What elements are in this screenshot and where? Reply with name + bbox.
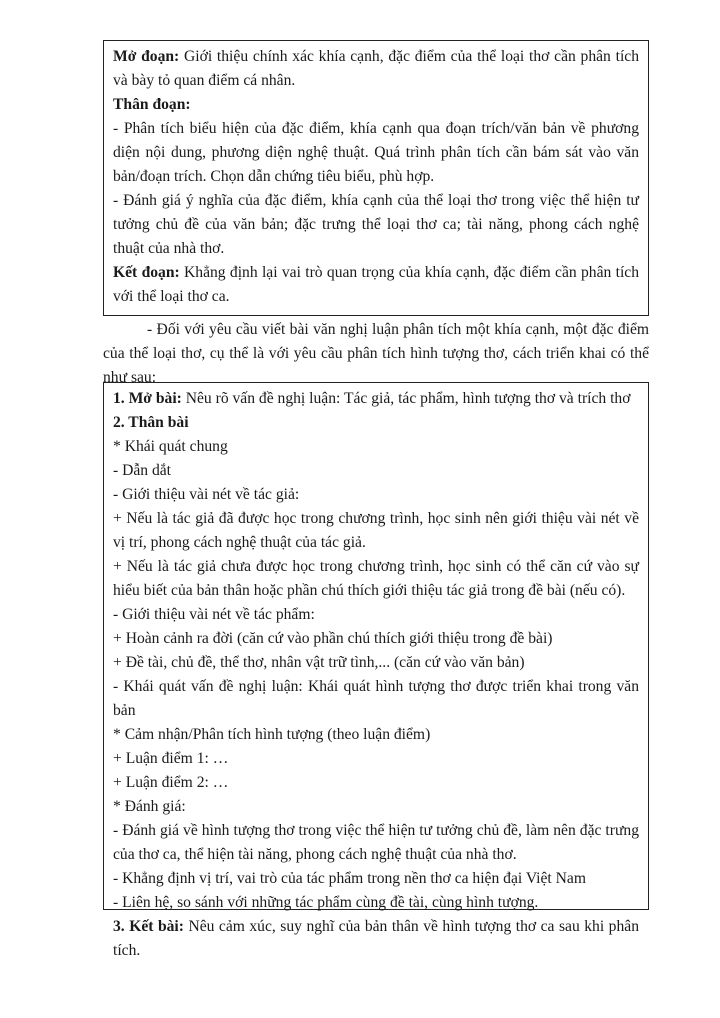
outline-line: - Liên hệ, so sánh với những tác phẩm cùng đề tài, cùng hình tượng. [113,894,539,911]
outline-line: - Khái quát vấn đề nghị luận: Khái quát hình tượng thơ được triển khai trong văn bản [113,678,639,719]
outline-line: + Luận điểm 2: … [113,774,229,791]
ket-bai-paragraph [113,915,639,963]
outline-line: - Đánh giá về hình tượng thơ trong việc thể hiện tư tưởng chủ đề, làm nên đặc trưng của thơ ca, thể hiện tài năng, phong cách nghệ thuật của nhà thơ. [113,822,639,863]
mo-doan-label: Mở đoạn: [113,48,180,65]
mo-bai-label: 1. Mở bài: [113,390,182,407]
outline-line: * Cảm nhận/Phân tích hình tượng (theo luận điểm) [113,726,431,743]
paragraph-outline-box [103,40,649,316]
than-bai-label: 2. Thân bài [113,414,189,431]
ket-doan-text: Khẳng định lại vai trò quan trọng của khía cạnh, đặc điểm cần phân tích với thể loại thơ ca. [113,264,639,305]
middle-paragraph: - Đối với yêu cầu viết bài văn nghị luận phân tích một khía cạnh, một đặc điểm của thể loại thơ, cụ thể là với yêu cầu phân tích hình tượng thơ, cách triển khai có thể như sau: [103,321,649,386]
outline-line: + Hoàn cảnh ra đời (căn cứ vào phần chú thích giới thiệu trong đề bài) [113,630,553,647]
outline-line: + Đề tài, chủ đề, thể thơ, nhân vật trữ tình,... (căn cứ vào văn bản) [113,654,525,671]
outline-line: - Giới thiệu vài nét về tác giả: [113,486,300,503]
than-doan-label: Thân đoạn: [113,96,191,113]
outline-line: + Nếu là tác giả đã được học trong chương trình, học sinh nên giới thiệu vài nét về vị trí, phong cách nghệ thuật của tác giả. [113,510,639,551]
ket-bai-text: Nêu cảm xúc, suy nghĩ của bản thân về hình tượng thơ ca sau khi phân tích. [113,918,639,959]
mo-doan-text: Giới thiệu chính xác khía cạnh, đặc điểm của thể loại thơ cần phân tích và bày tỏ quan điểm cá nhân. [113,48,639,89]
outline-line: - Khẳng định vị trí, vai trò của tác phẩm trong nền thơ ca hiện đại Việt Nam [113,870,586,887]
outline-line: + Luận điểm 1: … [113,750,229,767]
middle-paragraph-block [103,318,649,390]
mo-bai-paragraph [113,387,639,411]
ket-doan-label: Kết đoạn: [113,264,180,281]
than-bai-heading [113,411,639,435]
mo-doan-paragraph [113,45,639,93]
than-doan-item-1: - Phân tích biểu hiện của đặc điểm, khía cạnh qua đoạn trích/văn bản về phương diện nội dung, phương diện nghệ thuật. Quá trình phân tích cần bám sát vào văn bản/đoạn trích. Chọn dẫn chứng tiêu biểu, phù hợp. [113,120,639,185]
ket-bai-label: 3. Kết bài: [113,918,184,935]
outline-line: * Đánh giá: [113,798,186,815]
outline-line: - Giới thiệu vài nét về tác phẩm: [113,606,315,623]
than-doan-heading [113,93,639,117]
essay-outline-box [103,382,649,959]
mo-bai-text: Nêu rõ vấn đề nghị luận: Tác giả, tác phẩm, hình tượng thơ và trích thơ [181,390,631,407]
outline-line: - Dẫn dắt [113,462,172,479]
than-doan-item-2: - Đánh giá ý nghĩa của đặc điểm, khía cạnh của thể loại thơ trong việc thể hiện tư tưởng chủ đề của văn bản; đặc trưng thể loại thơ ca; tài năng, phong cách nghệ thuật của nhà thơ. [113,192,639,257]
ket-doan-paragraph [113,261,639,309]
outline-line: + Nếu là tác giả chưa được học trong chương trình, học sinh có thể căn cứ vào sự hiểu biết của bản thân hoặc phần chú thích giới thiệu tác giả trong đề bài (nếu có). [113,558,639,599]
outline-line: * Khái quát chung [113,438,228,455]
